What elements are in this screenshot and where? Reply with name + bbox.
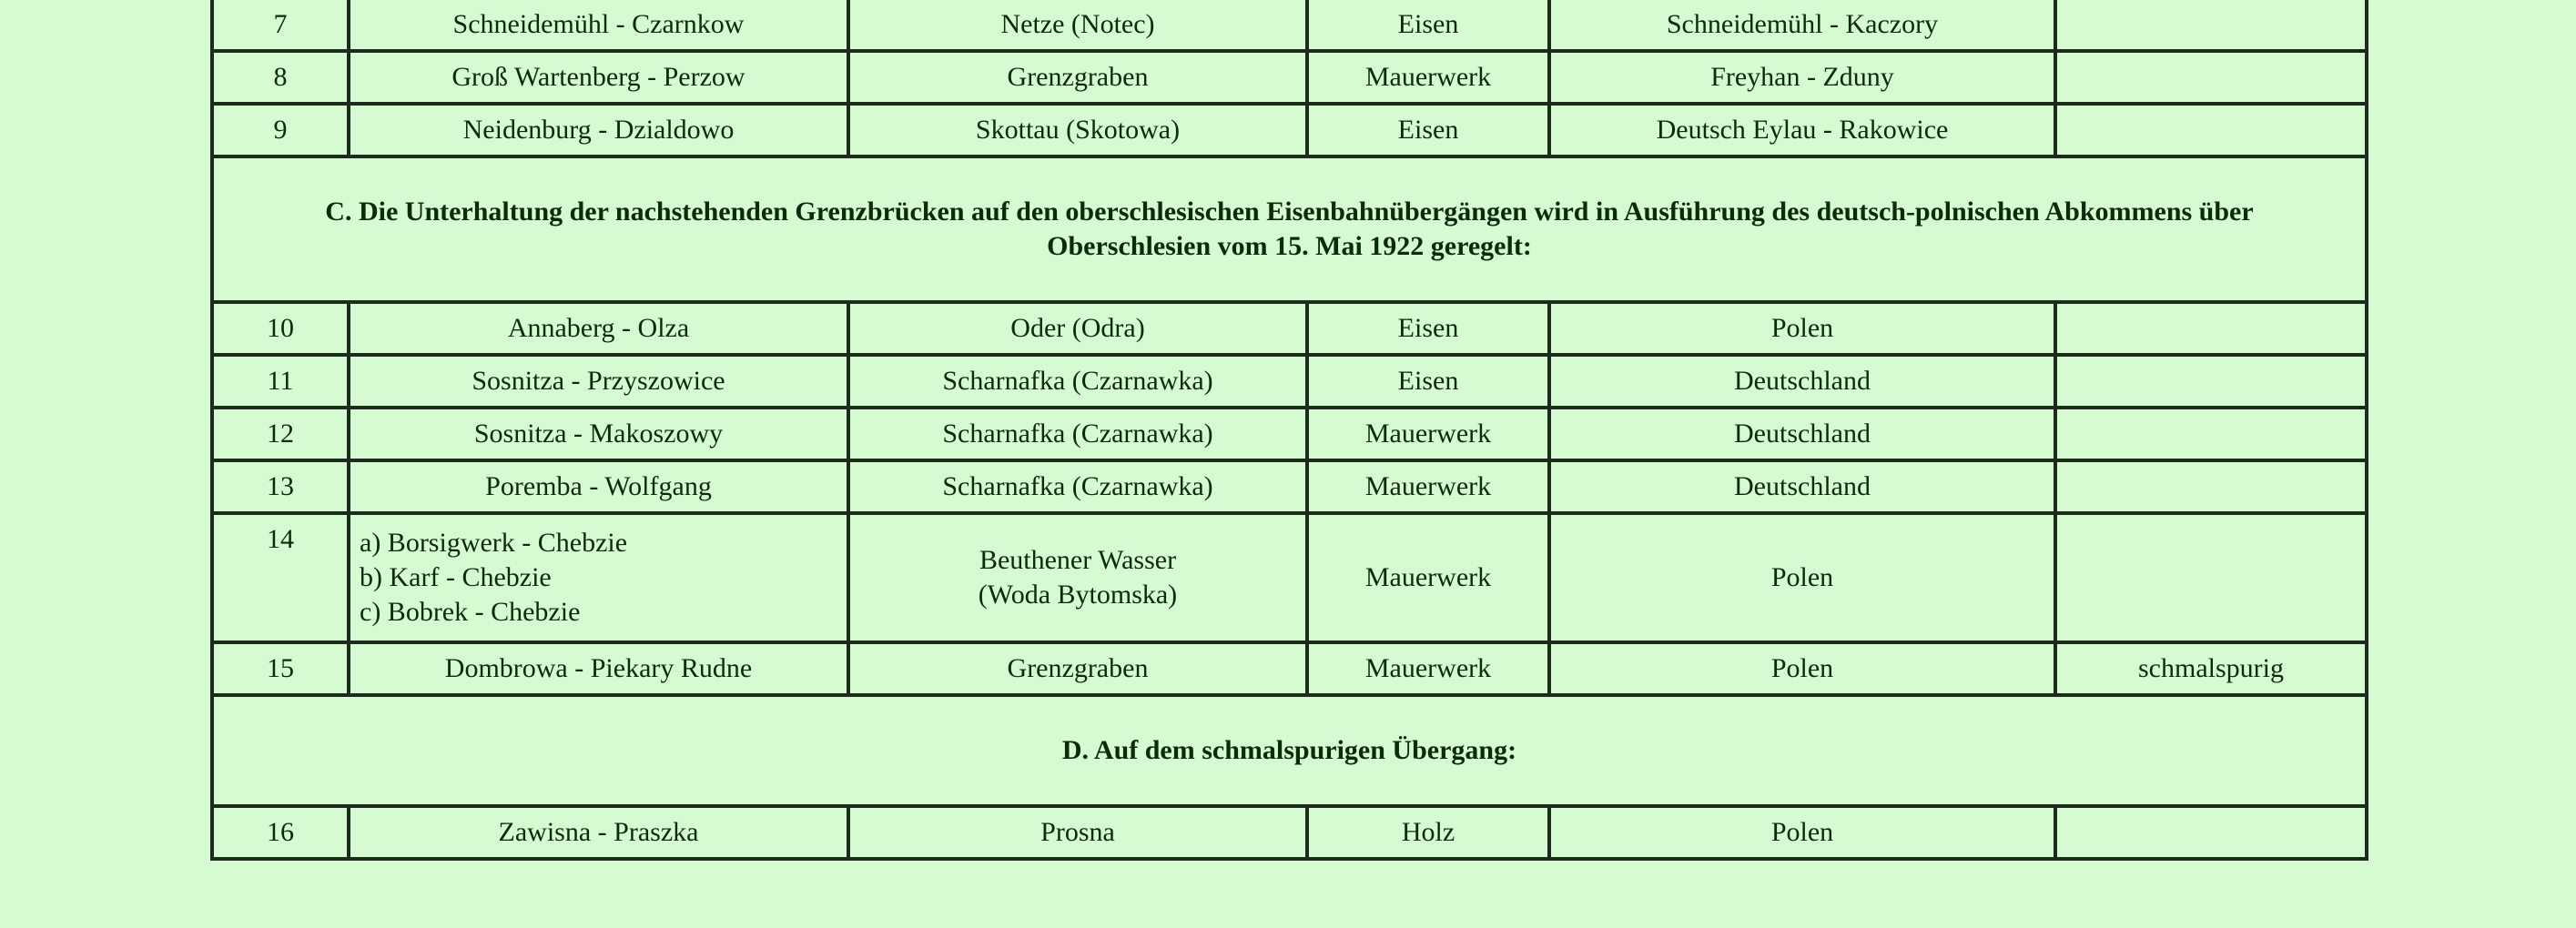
waterway-cell: Scharnafka (Czarnawka) bbox=[848, 460, 1307, 513]
route-line: a) Borsigwerk - Chebzie bbox=[360, 528, 628, 558]
maintenance-cell: Polen bbox=[1549, 642, 2055, 695]
row-number: 14 bbox=[212, 513, 349, 642]
remark-cell: schmalspurig bbox=[2055, 642, 2367, 695]
waterway-cell: Grenzgraben bbox=[848, 51, 1307, 104]
route-line: b) Karf - Chebzie bbox=[360, 562, 552, 592]
table-row bbox=[212, 806, 2367, 859]
route-cell: Neidenburg - Dzialdowo bbox=[349, 104, 848, 156]
row-number: 8 bbox=[212, 51, 349, 104]
remark-cell bbox=[2055, 51, 2367, 104]
waterway-cell: Prosna bbox=[848, 806, 1307, 859]
row-number: 10 bbox=[212, 302, 349, 355]
row-number: 11 bbox=[212, 355, 349, 408]
route-cell: Schneidemühl - Czarnkow bbox=[349, 0, 848, 51]
construction-cell: Eisen bbox=[1307, 355, 1549, 408]
remark-cell bbox=[2055, 0, 2367, 51]
maintenance-cell: Freyhan - Zduny bbox=[1549, 51, 2055, 104]
construction-cell: Mauerwerk bbox=[1307, 513, 1549, 642]
waterway-cell: Skottau (Skotowa) bbox=[848, 104, 1307, 156]
construction-cell: Holz bbox=[1307, 806, 1549, 859]
section-heading-row bbox=[212, 695, 2367, 806]
maintenance-cell: Polen bbox=[1549, 513, 2055, 642]
route-cell bbox=[349, 513, 848, 642]
table-row bbox=[212, 460, 2367, 513]
construction-cell: Mauerwerk bbox=[1307, 642, 1549, 695]
construction-cell: Mauerwerk bbox=[1307, 51, 1549, 104]
table-row bbox=[212, 0, 2367, 51]
maintenance-cell: Deutschland bbox=[1549, 355, 2055, 408]
maintenance-cell: Polen bbox=[1549, 302, 2055, 355]
construction-cell: Eisen bbox=[1307, 0, 1549, 51]
route-line: c) Bobrek - Chebzie bbox=[360, 597, 581, 627]
row-number: 13 bbox=[212, 460, 349, 513]
waterway-line: (Woda Bytomska) bbox=[978, 580, 1178, 610]
construction-cell: Eisen bbox=[1307, 302, 1549, 355]
table-row bbox=[212, 302, 2367, 355]
remark-cell bbox=[2055, 104, 2367, 156]
remark-cell bbox=[2055, 513, 2367, 642]
remark-cell bbox=[2055, 460, 2367, 513]
waterway-cell: Scharnafka (Czarnawka) bbox=[848, 355, 1307, 408]
maintenance-cell: Deutsch Eylau - Rakowice bbox=[1549, 104, 2055, 156]
construction-cell: Mauerwerk bbox=[1307, 460, 1549, 513]
table-row bbox=[212, 51, 2367, 104]
route-cell: Sosnitza - Makoszowy bbox=[349, 408, 848, 460]
maintenance-cell: Schneidemühl - Kaczory bbox=[1549, 0, 2055, 51]
waterway-cell: Oder (Odra) bbox=[848, 302, 1307, 355]
row-number: 9 bbox=[212, 104, 349, 156]
route-cell: Sosnitza - Przyszowice bbox=[349, 355, 848, 408]
remark-cell bbox=[2055, 408, 2367, 460]
row-number: 7 bbox=[212, 0, 349, 51]
section-c-heading: C. Die Unterhaltung der nachstehenden Grenzbrücken auf den oberschlesischen Eisenbahnübergängen wird in Ausführung des deutsch-polnischen Abkommens über Oberschlesien vom 15. Mai 1922 geregelt: bbox=[212, 156, 2367, 302]
waterway-cell: Grenzgraben bbox=[848, 642, 1307, 695]
remark-cell bbox=[2055, 302, 2367, 355]
row-number: 12 bbox=[212, 408, 349, 460]
route-cell: Dombrowa - Piekary Rudne bbox=[349, 642, 848, 695]
border-bridges-table bbox=[210, 0, 2368, 861]
construction-cell: Eisen bbox=[1307, 104, 1549, 156]
row-number: 15 bbox=[212, 642, 349, 695]
remark-cell bbox=[2055, 806, 2367, 859]
waterway-cell: Netze (Notec) bbox=[848, 0, 1307, 51]
maintenance-cell: Deutschland bbox=[1549, 460, 2055, 513]
maintenance-cell: Polen bbox=[1549, 806, 2055, 859]
route-cell: Groß Wartenberg - Perzow bbox=[349, 51, 848, 104]
waterway-line: Beuthener Wasser bbox=[979, 545, 1177, 575]
route-cell: Annaberg - Olza bbox=[349, 302, 848, 355]
table-row bbox=[212, 408, 2367, 460]
table-row bbox=[212, 104, 2367, 156]
construction-cell: Mauerwerk bbox=[1307, 408, 1549, 460]
section-d-heading: D. Auf dem schmalspurigen Übergang: bbox=[212, 695, 2367, 806]
section-heading-row bbox=[212, 156, 2367, 302]
remark-cell bbox=[2055, 355, 2367, 408]
table-row bbox=[212, 355, 2367, 408]
maintenance-cell: Deutschland bbox=[1549, 408, 2055, 460]
table-row bbox=[212, 642, 2367, 695]
route-cell: Poremba - Wolfgang bbox=[349, 460, 848, 513]
row-number: 16 bbox=[212, 806, 349, 859]
waterway-cell: Scharnafka (Czarnawka) bbox=[848, 408, 1307, 460]
waterway-cell bbox=[848, 513, 1307, 642]
table-row bbox=[212, 513, 2367, 642]
route-cell: Zawisna - Praszka bbox=[349, 806, 848, 859]
